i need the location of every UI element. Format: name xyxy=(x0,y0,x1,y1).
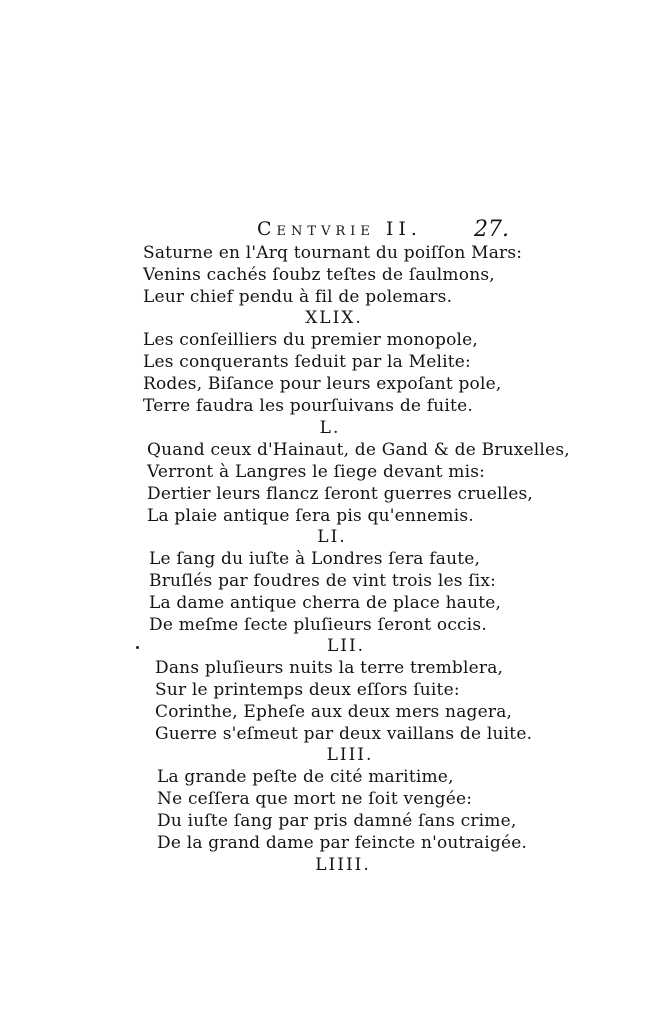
verse-line: Quand ceux d'Hainaut, de Gand & de Bruxelles, xyxy=(147,440,570,460)
quatrain-number: LIIII. xyxy=(315,855,371,875)
page-number: 27. xyxy=(474,217,509,242)
ink-speck xyxy=(136,646,139,649)
verse-line: La grande peſte de cité maritime, xyxy=(157,767,454,787)
verse-line: Les conſeilliers du premier monopole, xyxy=(143,330,479,350)
verse-line: La dame antique cherra de place haute, xyxy=(149,593,502,613)
verse-line: Venins cachés ſoubz teſtes de ſaulmons, xyxy=(143,265,495,285)
verse-line: Leur chief pendu à fil de polemars. xyxy=(143,287,453,307)
verse-line: Guerre s'eſmeut par deux vaillans de luite. xyxy=(155,724,533,744)
verse-line: Les conquerants ſeduit par la Melite: xyxy=(143,352,471,372)
verse-line: Saturne en l'Arq tournant du poiſſon Mars: xyxy=(143,243,523,263)
verse-line: Du iuſte ſang par pris damné ſans crime, xyxy=(157,811,517,831)
verse-line: Terre faudra les pourſuivans de fuite. xyxy=(143,396,473,416)
verse-line: Rodes, Biſance pour leurs expoſant pole, xyxy=(143,374,502,394)
verse-line: Le ſang du iuſte à Londres ſera faute, xyxy=(149,549,481,569)
running-header-title: Centvrie II. xyxy=(257,218,422,240)
verse-line: De la grand dame par feincte n'outraigée. xyxy=(157,833,528,853)
verse-line: Verront à Langres le ſiege devant mis: xyxy=(147,462,486,482)
quatrain-number: XLIX. xyxy=(305,308,363,328)
verse-line: Ne ceſſera que mort ne ſoit vengée: xyxy=(157,789,473,809)
verse-line: Sur le printemps deux eſſors ſuite: xyxy=(155,680,460,700)
verse-line: Dertier leurs flancz ſeront guerres cruelles, xyxy=(147,484,534,504)
quatrain-number: LIII. xyxy=(326,745,374,765)
quatrain-number: L. xyxy=(319,418,341,438)
quatrain-number: LII. xyxy=(326,636,366,656)
verse-line: La plaie antique ſera pis qu'ennemis. xyxy=(147,506,474,526)
verse-line: Dans pluſieurs nuits la terre tremblera, xyxy=(155,658,504,678)
quatrain-number: LI. xyxy=(317,527,347,547)
verse-line: De meſme ſecte pluſieurs ſeront occis. xyxy=(149,615,487,635)
verse-line: Corinthe, Epheſe aux deux mers nagera, xyxy=(155,702,513,722)
verse-line: Bruſlés par foudres de vint trois les ſix: xyxy=(149,571,497,591)
